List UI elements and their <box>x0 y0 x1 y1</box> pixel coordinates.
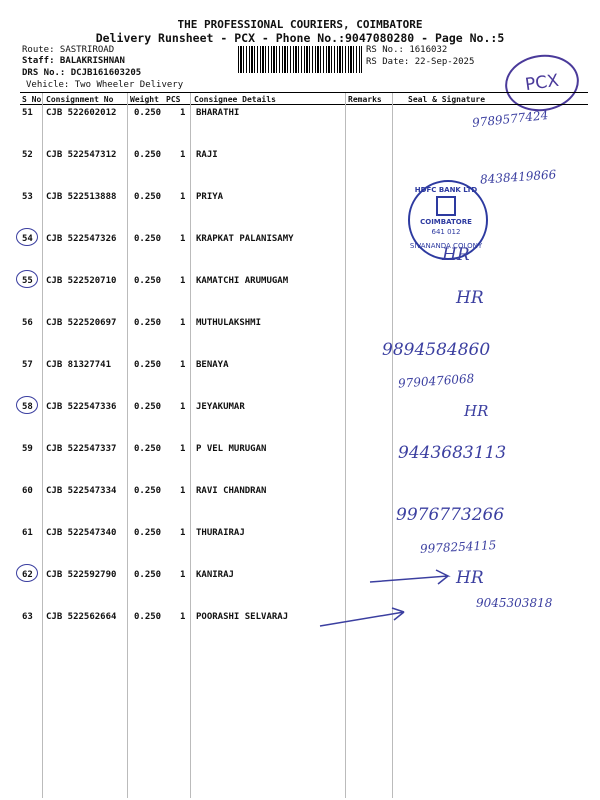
row-consignment: CJB 522547334 <box>46 486 117 496</box>
row-sno: 56 <box>22 318 33 328</box>
table-row <box>20 402 588 444</box>
row-sno: 58 <box>22 402 33 412</box>
row-sno: 53 <box>22 192 33 202</box>
row-pcs: 1 <box>180 108 186 118</box>
row-consignment: CJB 522592790 <box>46 570 117 580</box>
row-consignee: THURAIRAJ <box>196 528 245 538</box>
row-weight: 0.250 <box>134 234 162 244</box>
table-row <box>20 276 588 318</box>
row-weight: 0.250 <box>134 612 162 622</box>
col-pcs: PCS <box>166 95 181 104</box>
row-consignment: CJB 522547337 <box>46 444 117 454</box>
row-consignment: CJB 522520697 <box>46 318 117 328</box>
row-weight: 0.250 <box>134 528 162 538</box>
row-pcs: 1 <box>180 444 186 454</box>
sno-circle-mark <box>16 564 38 582</box>
col-weight: Weight <box>130 95 159 104</box>
row-consignee: BHARATHI <box>196 108 240 118</box>
sno-circle-mark <box>16 270 38 288</box>
row-sno: 55 <box>22 276 33 286</box>
bank-seal-pin: 641 012 <box>431 228 461 236</box>
signature-phone: 9894584860 <box>382 340 491 360</box>
row-consignment: CJB 522547312 <box>46 150 117 160</box>
row-weight: 0.250 <box>134 192 162 202</box>
table-row <box>20 612 588 654</box>
row-consignee: BENAYA <box>196 360 229 370</box>
row-pcs: 1 <box>180 234 186 244</box>
row-consignment: CJB 522547340 <box>46 528 117 538</box>
row-weight: 0.250 <box>134 444 162 454</box>
col-sno: S No <box>22 95 42 104</box>
row-pcs: 1 <box>180 528 186 538</box>
rs-date: RS Date: 22-Sep-2025 <box>366 57 475 67</box>
row-consignee: P VEL MURUGAN <box>196 444 267 454</box>
row-sno: 51 <box>22 108 33 118</box>
row-pcs: 1 <box>180 192 186 202</box>
row-consignment: CJB 522513888 <box>46 192 117 202</box>
row-sno: 59 <box>22 444 33 454</box>
row-consignment: CJB 522602012 <box>46 108 117 118</box>
row-weight: 0.250 <box>134 486 162 496</box>
row-consignment: CJB 81327741 <box>46 360 112 370</box>
row-weight: 0.250 <box>134 360 162 370</box>
row-consignee: JEYAKUMAR <box>196 402 245 412</box>
arrow-icon <box>320 608 404 626</box>
runsheet-subtitle: Delivery Runsheet - PCX - Phone No.:9047080280 - Page No.:5 <box>95 31 505 45</box>
vehicle-label: Vehicle: Two Wheeler Delivery <box>26 80 184 90</box>
row-consignee: RAVI CHANDRAN <box>196 486 267 496</box>
row-weight: 0.250 <box>134 108 162 118</box>
row-consignee: KANIRAJ <box>196 570 234 580</box>
col-remarks: Remarks <box>348 95 382 104</box>
row-consignment: CJB 522547326 <box>46 234 117 244</box>
signature-phone: 9790476068 <box>397 371 475 391</box>
header-rule-bottom <box>20 104 588 105</box>
table-row <box>20 192 588 234</box>
signature-phone: 9978254115 <box>419 538 497 556</box>
delivery-arrows <box>310 560 460 640</box>
row-sno: 61 <box>22 528 33 538</box>
row-weight: 0.250 <box>134 402 162 412</box>
row-pcs: 1 <box>180 486 186 496</box>
staff-label: Staff: BALAKRISHNAN <box>22 56 125 66</box>
pcx-stamp: PCX <box>501 50 582 116</box>
sno-circle-mark <box>16 228 38 246</box>
row-pcs: 1 <box>180 612 186 622</box>
col-consignee: Consignee Details <box>194 95 276 104</box>
row-sno: 52 <box>22 150 33 160</box>
row-weight: 0.250 <box>134 570 162 580</box>
arrow-icon <box>370 570 448 584</box>
row-sno: 57 <box>22 360 33 370</box>
bank-seal-branch: SIVANANDA COLONY <box>409 242 483 250</box>
row-pcs: 1 <box>180 570 186 580</box>
row-pcs: 1 <box>180 318 186 328</box>
row-consignee: RAJI <box>196 150 218 160</box>
bank-seal-name: HDFC BANK LTD <box>414 186 478 194</box>
row-weight: 0.250 <box>134 318 162 328</box>
signature-phone: 8438419866 <box>479 167 557 187</box>
row-consignee: POORASHI SELVARAJ <box>196 612 289 622</box>
sno-circle-mark <box>16 396 38 414</box>
col-consignment: Consignment No <box>46 95 114 104</box>
row-consignee: MUTHULAKSHMI <box>196 318 262 328</box>
bank-seal-city: COIMBATORE <box>420 218 472 226</box>
row-pcs: 1 <box>180 360 186 370</box>
row-weight: 0.250 <box>134 150 162 160</box>
signature-phone: 9443683113 <box>398 443 507 463</box>
route-label: Route: SASTRIROAD <box>22 45 115 55</box>
row-sno: 62 <box>22 570 33 580</box>
signature-phone: 9976773266 <box>396 505 505 525</box>
company-title: THE PROFESSIONAL COURIERS, COIMBATORE <box>177 18 423 31</box>
barcode <box>238 46 362 73</box>
row-pcs: 1 <box>180 402 186 412</box>
row-consignee: KAMATCHI ARUMUGAM <box>196 276 289 286</box>
row-consignment: CJB 522562664 <box>46 612 117 622</box>
row-consignee: KRAPKAT PALANISAMY <box>196 234 294 244</box>
bank-logo-icon <box>436 196 456 216</box>
signature-phone: 9045303818 <box>476 596 553 610</box>
signature-phone: 9789577424 <box>471 108 549 130</box>
header-rule-top <box>20 92 588 93</box>
row-weight: 0.250 <box>134 276 162 286</box>
row-pcs: 1 <box>180 150 186 160</box>
col-seal: Seal & Signature <box>408 95 486 104</box>
table-row <box>20 528 588 570</box>
table-row <box>20 360 588 402</box>
row-pcs: 1 <box>180 276 186 286</box>
row-sno: 63 <box>22 612 33 622</box>
table-row <box>20 318 588 360</box>
signature-initials: HR <box>442 245 470 265</box>
drs-number: DRS No.: DCJB161603205 <box>22 68 142 78</box>
row-consignment: CJB 522520710 <box>46 276 117 286</box>
row-consignment: CJB 522547336 <box>46 402 117 412</box>
rs-number: RS No.: 1616032 <box>366 45 448 55</box>
row-sno: 54 <box>22 234 33 244</box>
table-row <box>20 234 588 276</box>
signature-initials: HR <box>456 568 484 588</box>
row-sno: 60 <box>22 486 33 496</box>
signature-initials: HR <box>456 288 484 308</box>
row-consignee: PRIYA <box>196 192 224 202</box>
signature-initials: HR <box>464 402 489 420</box>
